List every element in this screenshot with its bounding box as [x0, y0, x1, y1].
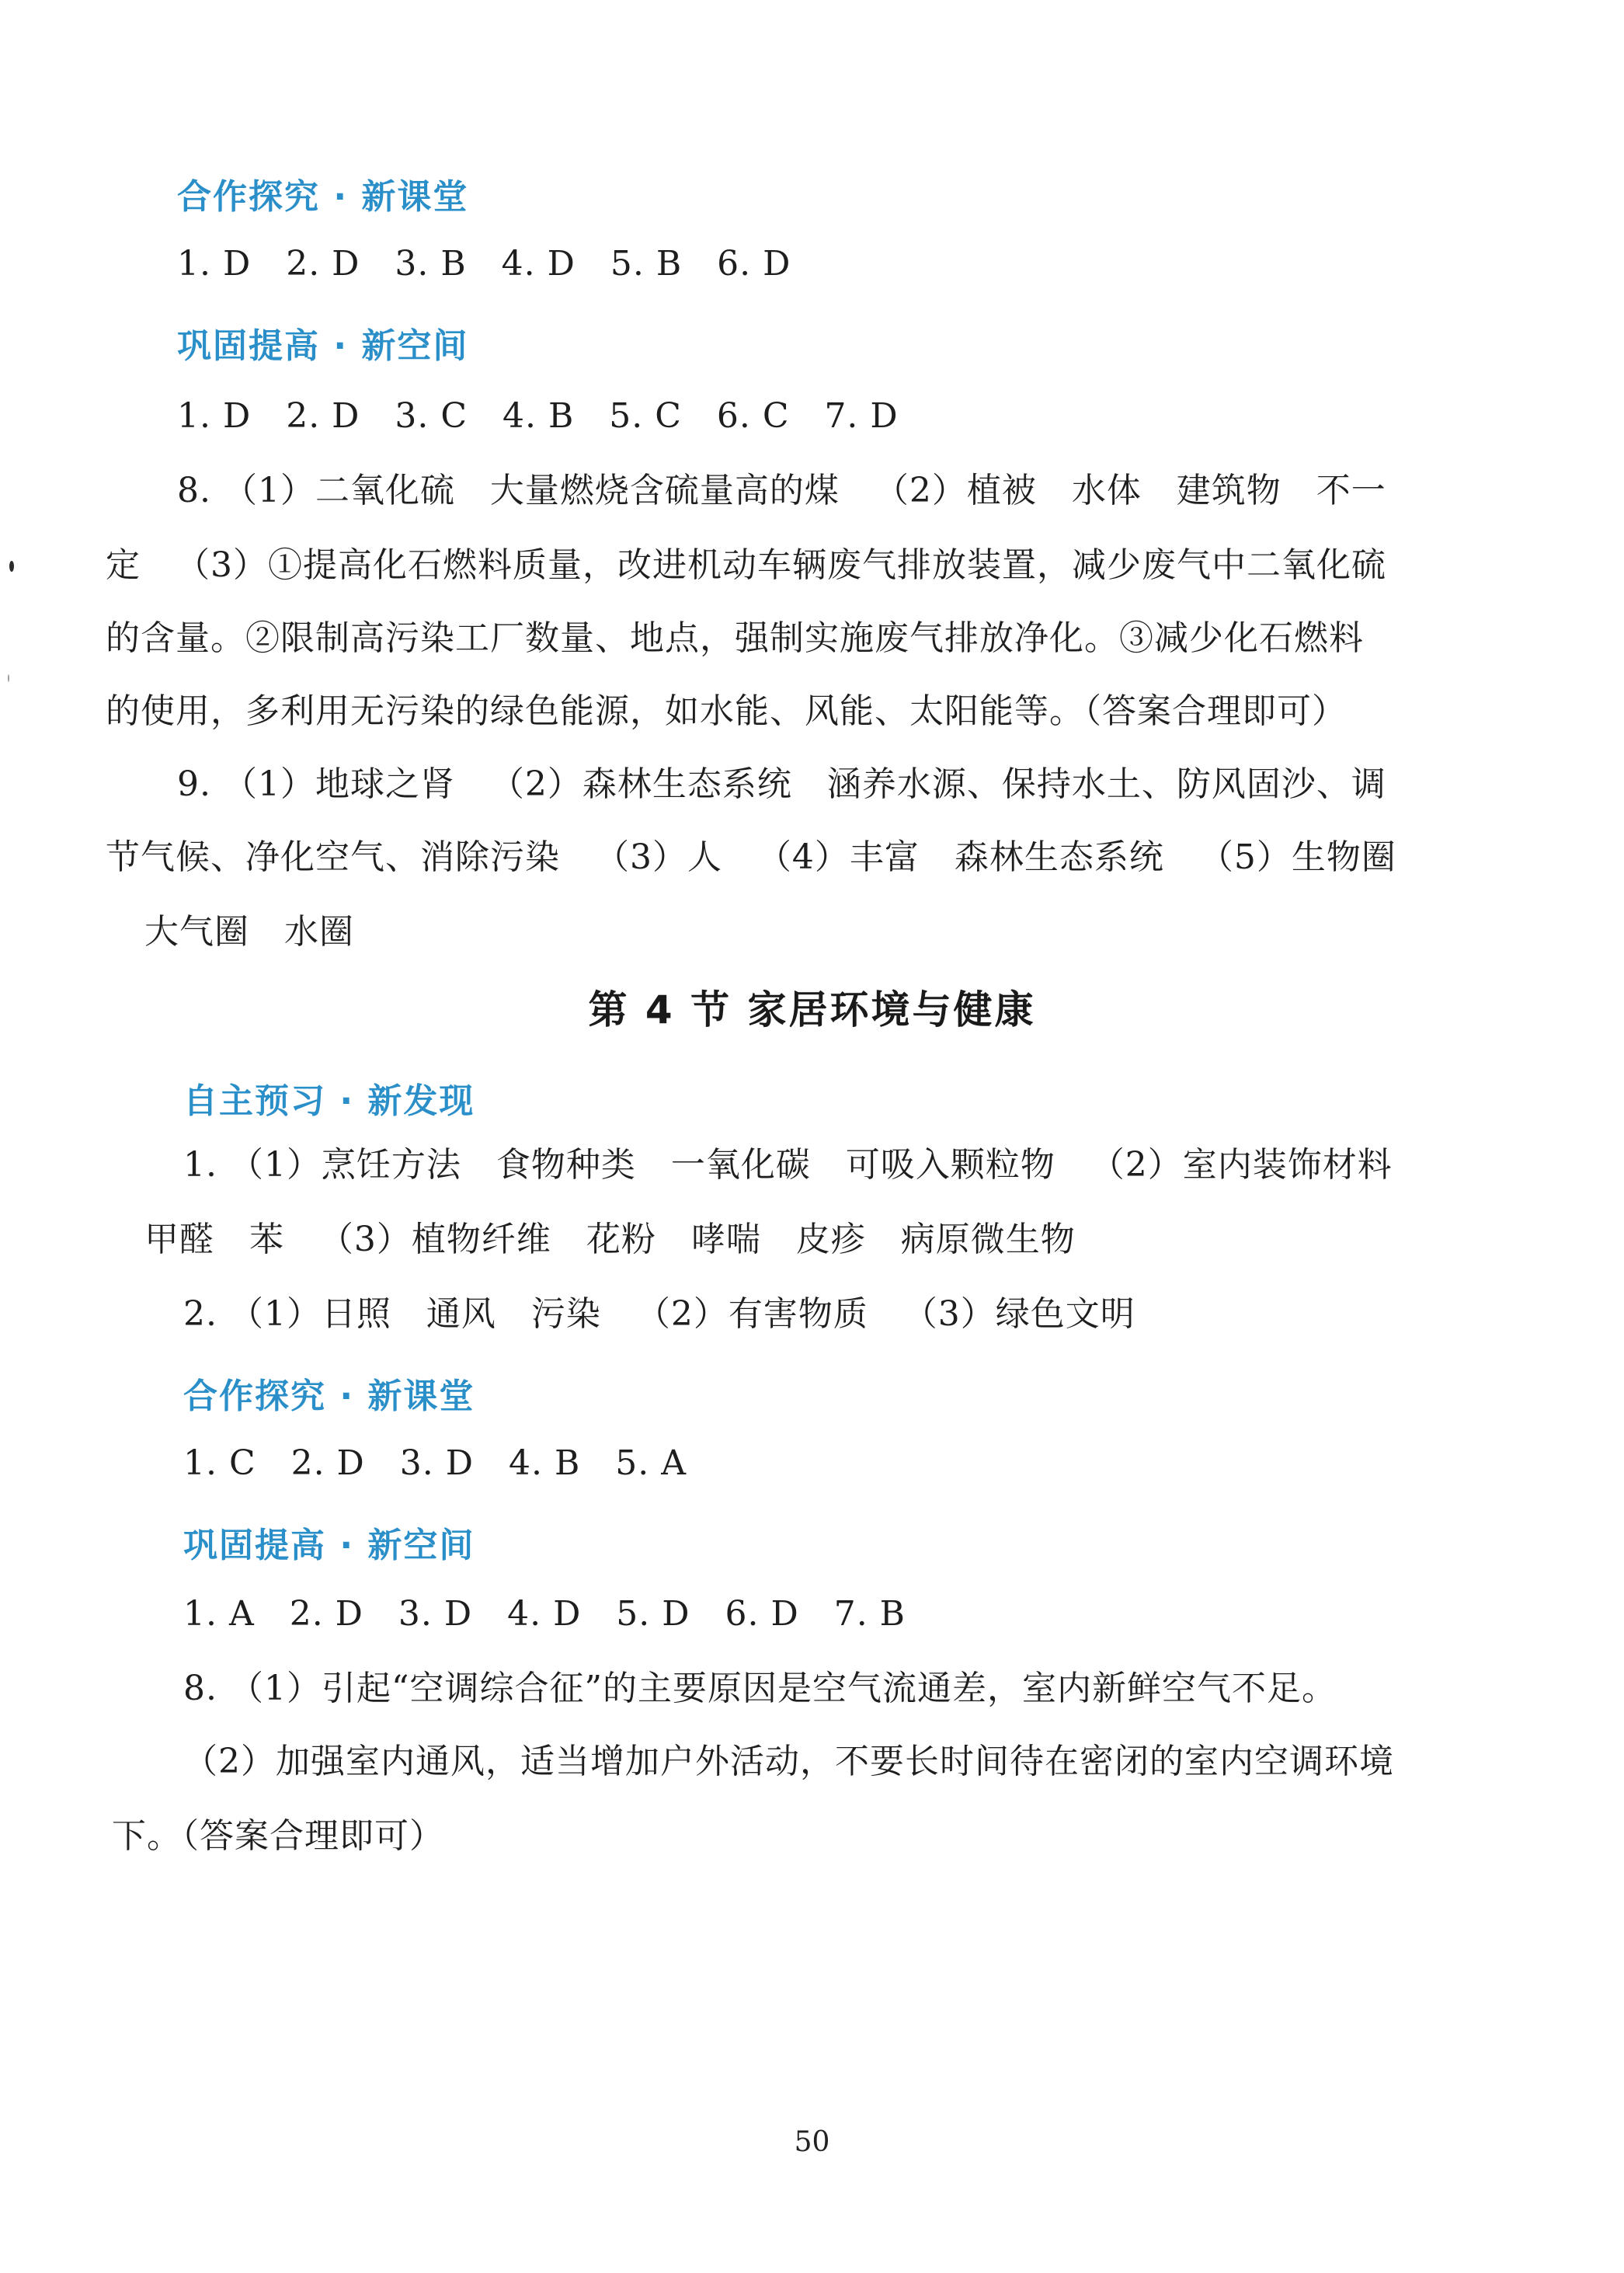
q8-line-1: 8. （1）二氧化硫 大量燃烧含硫量高的煤 （2）植被 水体 建筑物 不一 — [177, 471, 1386, 510]
q8-2-line-3: 下。（答案合理即可） — [112, 1816, 444, 1856]
q8-line-4: 的使用，多利用无污染的绿色能源，如水能、风能、太阳能等。（答案合理即可） — [106, 691, 1347, 731]
coop-explore-heading: 合作探究 · 新课堂 — [177, 177, 469, 217]
coop-explore-answers-2: 1. C 2. D 3. D 4. B 5. A — [183, 1443, 687, 1483]
self-preview-heading: 自主预习 · 新发现 — [183, 1081, 475, 1121]
coop-explore-answers: 1. D 2. D 3. B 4. D 5. B 6. D — [177, 244, 791, 284]
section-title: 第 4 节 家居环境与健康 — [588, 987, 1036, 1032]
q8-line-2: 定 （3）①提高化石燃料质量，改进机动车辆废气排放装置，减少废气中二氧化硫 — [106, 545, 1386, 585]
consolidate-heading: 巩固提高 · 新空间 — [177, 326, 469, 366]
q9-line-3: 大气圈 水圈 — [144, 912, 354, 952]
preview-line-1: 1. （1）烹饪方法 食物种类 一氧化碳 可吸入颗粒物 （2）室内装饰材料 — [183, 1145, 1393, 1185]
consolidate-heading-2: 巩固提高 · 新空间 — [183, 1526, 475, 1565]
q9-line-1: 9. （1）地球之肾 （2）森林生态系统 涵养水源、保持水土、防风固沙、调 — [177, 764, 1386, 804]
q8-line-3: 的含量。②限制高污染工厂数量、地点，强制实施废气排放净化。③减少化石燃料 — [106, 618, 1364, 658]
preview-line-2: 甲醛 苯 （3）植物纤维 花粉 哮喘 皮疹 病原微生物 — [144, 1220, 1076, 1259]
preview-line-3: 2. （1）日照 通风 污染 （2）有害物质 （3）绿色文明 — [183, 1294, 1135, 1334]
consolidate-answers: 1. D 2. D 3. C 4. B 5. C 6. C 7. D — [177, 396, 899, 436]
q8-2-line-2: （2）加强室内通风，适当增加户外活动，不要长时间待在密闭的室内空调环境 — [183, 1742, 1394, 1781]
scan-mark — [9, 561, 14, 572]
page-number: 50 — [794, 2126, 830, 2158]
q8-2-line-1: 8. （1）引起“空调综合征”的主要原因是空气流通差，室内新鲜空气不足。 — [183, 1669, 1337, 1708]
coop-explore-heading-2: 合作探究 · 新课堂 — [183, 1377, 475, 1416]
consolidate-answers-2: 1. A 2. D 3. D 4. D 5. D 6. D 7. B — [183, 1594, 906, 1634]
q9-line-2: 节气候、净化空气、消除污染 （3）人 （4）丰富 森林生态系统 （5）生物圈 — [106, 837, 1396, 877]
scan-mark — [8, 674, 9, 682]
